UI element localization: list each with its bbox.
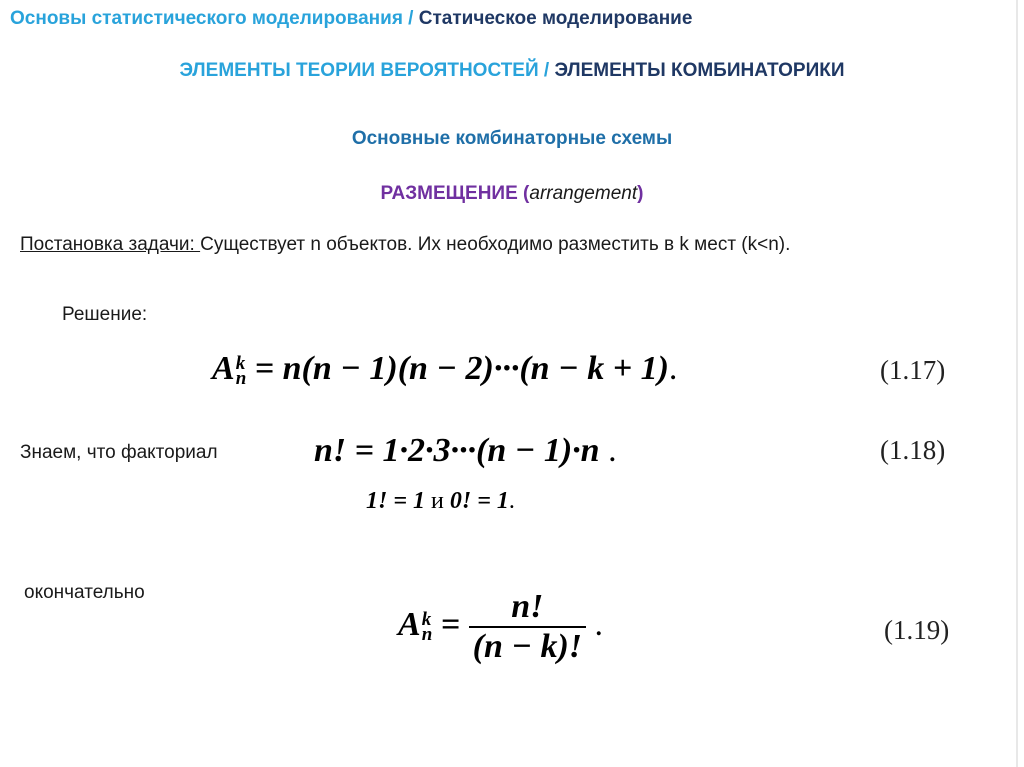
factorial-zero: 0! = 1: [449, 488, 509, 514]
section-title-part1: ЭЛЕМЕНТЫ ТЕОРИИ ВЕРОЯТНОСТЕЙ /: [179, 60, 555, 81]
factorial-label: Знаем, что факториал: [20, 442, 218, 463]
breadcrumb-topic: Статическое моделирование: [418, 8, 693, 29]
problem-statement: [20, 234, 790, 256]
topic-title-close: ): [637, 183, 644, 204]
topic-title: [0, 183, 1024, 205]
factorial-one: 1! = 1: [366, 488, 426, 514]
factorial-period: .: [508, 488, 515, 514]
final-label: окончательно: [24, 582, 145, 603]
slide-edge: [1016, 0, 1018, 767]
equation-number-117: (1.17): [880, 355, 946, 385]
formula-arrangements-factorial: A k n = $\frac{n!}{(n - k)!}$ .: [398, 588, 604, 665]
equation-number-118: (1.18): [880, 435, 946, 465]
subsection-title: Основные комбинаторные схемы: [351, 128, 673, 149]
breadcrumb-course: Основы статистического моделирования /: [10, 8, 419, 29]
factorial-and: и: [425, 488, 450, 514]
breadcrumb: [10, 8, 692, 30]
section-title-part2: ЭЛЕМЕНТЫ КОМБИНАТОРИКИ: [554, 60, 845, 81]
topic-title-en: arrangement: [529, 183, 638, 204]
formula-arrangements: A k n = n(n − 1)(n − 2)···(n − k + 1).: [212, 350, 678, 390]
equation-number-119: (1.19): [884, 615, 950, 645]
problem-label: Постановка задачи:: [20, 234, 201, 255]
formula-factorial-special: [366, 488, 515, 515]
problem-text: Существует n объектов. Их необходимо разместить в k мест (k<n).: [200, 234, 791, 255]
formula-factorial: n! = 1·2·3···(n − 1)·n .: [314, 432, 617, 469]
solution-label: Решение:: [62, 304, 148, 325]
section-title: [0, 60, 1024, 82]
topic-title-ru: РАЗМЕЩЕНИЕ (: [380, 183, 530, 204]
